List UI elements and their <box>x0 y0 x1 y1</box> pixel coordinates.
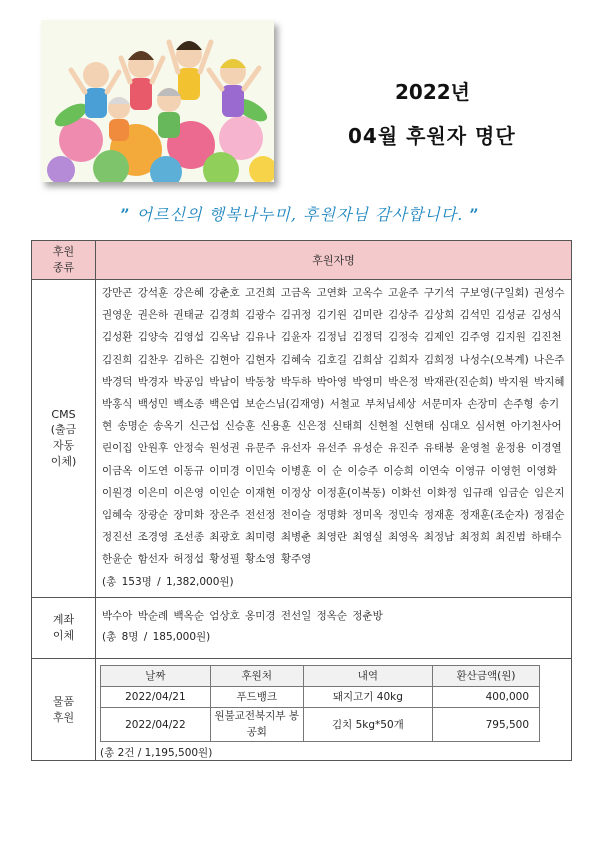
goods-donor: 원불교전북지부 봉공회 <box>210 707 303 742</box>
goods-cell <box>96 658 572 761</box>
goods-donor: 푸드뱅크 <box>210 686 303 707</box>
goods-header-row <box>101 665 540 686</box>
goods-row <box>101 686 540 707</box>
goods-table <box>100 665 540 743</box>
goods-col-detail: 내역 <box>303 665 432 686</box>
goods-col-amount: 환산금액(원) <box>433 665 540 686</box>
header-donation-type: 후원 종류 <box>32 241 96 280</box>
goods-col-donor: 후원처 <box>210 665 303 686</box>
transfer-names: 박수아 박순례 백옥순 엄상호 옹미경 전선일 정옥순 정춘방 <box>102 609 383 622</box>
goods-date: 2022/04/21 <box>101 686 211 707</box>
table-header-row <box>32 241 572 280</box>
goods-detail: 김치 5kg*50개 <box>303 707 432 742</box>
donor-table <box>31 240 572 761</box>
report-year: 2022년 <box>395 80 470 104</box>
cms-donor-list <box>96 280 572 598</box>
table-row-cms <box>32 280 572 598</box>
page-header <box>0 0 600 195</box>
people-flowers-image <box>41 20 274 182</box>
cms-names: 강만곤 강석훈 강은혜 강춘호 고건희 고금옥 고연화 고옥수 고윤주 구기석 구보영(구일회) 권성수 권영운 권은하 권태균 김경희 김광수 김귀정 김기원 김미란 김상주 김상희 김석민 김성균 김성식 김성환 김양숙 김영섭 김옥남 김유나 김윤자 김정님 김정덕 김정숙 김제인 김주영 김지원 김진천 김진희 김찬우 김하은 김현아 김현자 김혜숙 김호길 김희삼 김희자 김희정 나성수(오복계) 나은주 박경덕 박경자 박공임 박남이 박동창 박두하 박아영 박영미 박은정 박재관(진순희) 박지원 박지혜 박홍식 백성민 백소종 백은엽 보순스님(김재영) 서철교 부처님세상 서문미자 손장미 손주형 송기현 송명순 송옥기 신근섭 신승훈 신용훈 신은정 신태희 신현철 신현태 심대오 심서현 아기천사어린이집 안원후 안정숙 원성권 유문주 유선자 유선주 유성순 유진주 유태봉 윤영철 윤정용 이경열 이금옥 이도연 이동규 이미경 이민숙 이병훈 이 순 이승주 이승희 이연숙 이영규 이영헌 이영화 이원경 이은미 이은영 이인순 이재현 이정상 이정훈(이복동) 이화선 이화정 임규래 임금순 임은지 임혜숙 장광순 장미화 장은주 전선정 전이슬 정명화 정미옥 정민숙 정재훈 정재훈(조순자) 정점순 정진선 조경영 조선종 최광호 최미령 최병춘 최영란 최영실 최영옥 최정남 최정희 최진범 하태수 한윤순 함선자 허정섭 황성필 황소영 황주영 <box>102 287 565 566</box>
goods-col-date: 날짜 <box>101 665 211 686</box>
thanks-text: 어르신의 행복나누미, 후원자님 감사합니다. <box>136 205 464 224</box>
goods-total: (총 2건 / 1,195,500원) <box>100 747 213 760</box>
volunteers-illustration <box>41 20 274 182</box>
thanks-message <box>0 202 600 225</box>
goods-amount: 795,500 <box>433 707 540 742</box>
goods-date: 2022/04/22 <box>101 707 211 742</box>
header-donor-names: 후원자명 <box>96 241 572 280</box>
table-row-goods <box>32 658 572 761</box>
type-cms: CMS (출금 자동 이체) <box>32 280 96 598</box>
report-title: 04월 후원자 명단 <box>348 124 516 148</box>
quote-close: ” <box>469 205 480 224</box>
goods-row <box>101 707 540 742</box>
quote-open: ” <box>120 205 131 224</box>
cms-total: (총 153명 / 1,382,000원) <box>102 575 234 588</box>
goods-detail: 돼지고기 40kg <box>303 686 432 707</box>
transfer-donor-list <box>96 597 572 658</box>
type-transfer: 계좌 이체 <box>32 597 96 658</box>
goods-amount: 400,000 <box>433 686 540 707</box>
transfer-total: (총 8명 / 185,000원) <box>102 630 211 643</box>
table-row-transfer <box>32 597 572 658</box>
type-goods: 물품 후원 <box>32 658 96 761</box>
